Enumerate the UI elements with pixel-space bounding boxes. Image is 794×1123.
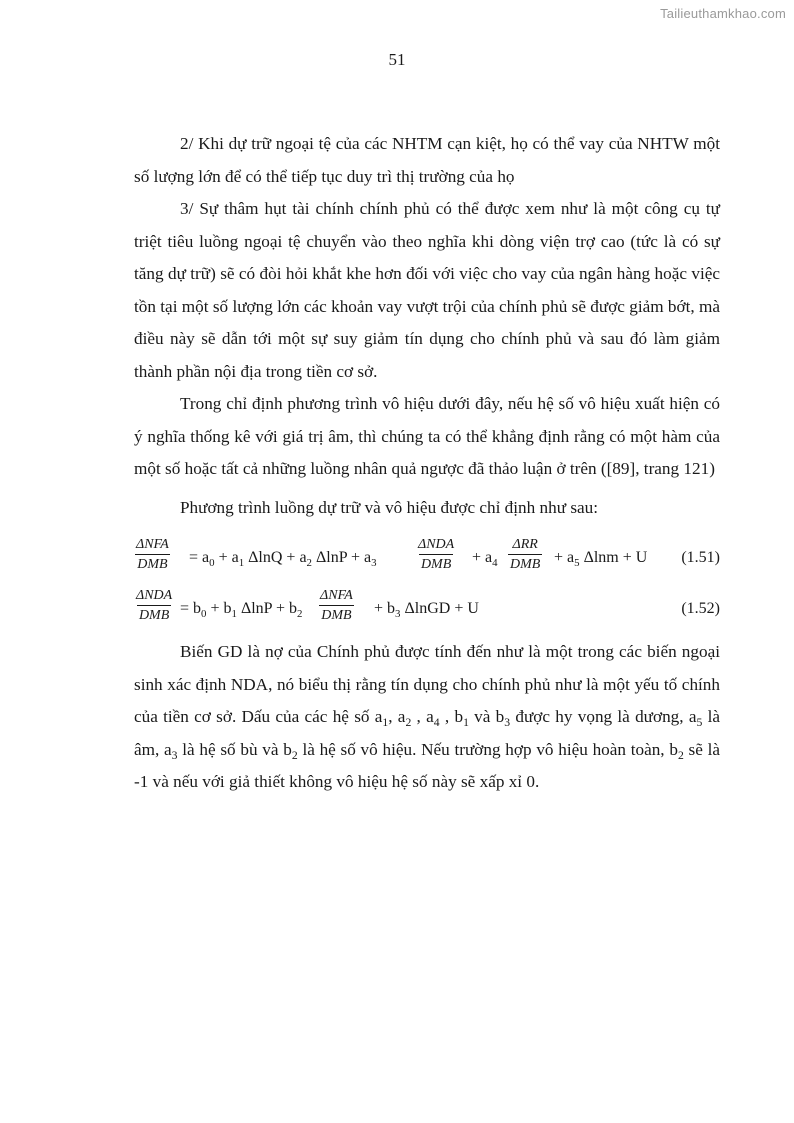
eq1-sub: 4 (492, 556, 498, 569)
eq1-terms-c (554, 549, 647, 567)
paragraph-1: 2/ Khi dự trữ ngoại tệ của các NHTM cạn kiệt, họ có thể vay của NHTW một số lượng lớn để có thể tiếp tục duy trì thị trường của họ (134, 134, 720, 186)
body-text-bottom (134, 636, 720, 799)
eq2-sub: 0 (201, 607, 207, 620)
pb-sub: 2 (677, 748, 684, 762)
eq2-lhs-denominator: DMB (137, 605, 171, 625)
equations-intro-block (134, 492, 720, 525)
body-text-top (134, 128, 720, 486)
equations-intro: Phương trình luồng dự trữ và vô hiệu được chỉ định như sau: (180, 498, 599, 517)
eq2-lhs-numerator: ΔNDA (136, 588, 173, 603)
eq1-rr-fraction (508, 535, 542, 574)
pb-text: và b (468, 707, 505, 726)
eq1-text: + a (554, 549, 575, 566)
eq1-number: (1.51) (681, 549, 720, 566)
eq2-terms-a (180, 600, 302, 618)
watermark: Tailieuthamkhao.com (660, 6, 786, 21)
paragraph-2: 3/ Sự thâm hụt tài chính chính phủ có thể được xem như là một công cụ tự triệt tiêu luồng ngoại tệ chuyển vào theo nghĩa khi dòng viện trợ cao (tức là có sự tăng dự trữ) sẽ có đòi hỏi khắt khe hơn đối với việc cho vay của ngân hàng hoặc việc tồn tại một số lượng lớn các khoản vay vượt trội của chính phủ sẽ được giảm bớt, mà điều này sẽ dẫn tới một sự suy giảm tín dụng cho chính phủ và sau đó làm giảm thành phần nội địa trong tiền cơ sở. (134, 199, 720, 381)
eq1-rr-numerator: ΔRR (512, 537, 538, 552)
eq2-sub: 3 (395, 607, 401, 620)
eq2-text: ΔlnP + b (236, 600, 297, 617)
eq1-lhs-denominator: DMB (135, 554, 169, 574)
eq1-sub: 0 (209, 556, 215, 569)
eq2-number: (1.52) (681, 600, 720, 617)
eq1-sub: 2 (306, 556, 312, 569)
eq2-text: ΔlnGD + U (400, 600, 479, 617)
eq1-nda-numerator: ΔNDA (418, 537, 455, 552)
eq2-text: + b (374, 600, 396, 617)
pb-sub: 1 (382, 716, 389, 730)
eq2-terms-b (374, 600, 479, 618)
eq2-nfa-fraction (318, 586, 355, 625)
pb-text: Biến GD là nợ của Chính phủ được tính đến như là một trong các biến ngoại sinh xác định NDA, nó biểu thị rằng tín dụng cho chính phủ như là một yếu tố chính của tiền cơ sở. Dấu của các hệ số a (134, 642, 720, 726)
eq1-lhs-fraction (134, 535, 171, 574)
eq1-nda-fraction (416, 535, 456, 574)
eq1-terms-a (189, 549, 377, 567)
eq2-sub: 2 (297, 607, 303, 620)
pb-text: , b (439, 707, 464, 726)
pb-text: , a (388, 707, 406, 726)
pb-sub: 2 (291, 748, 298, 762)
eq1-rr-denominator: DMB (508, 554, 542, 574)
pb-sub: 2 (405, 716, 412, 730)
eq2-text: = b (180, 600, 202, 617)
eq2-lhs-fraction (134, 586, 174, 625)
eq2-text: + b (206, 600, 232, 617)
equation-1-52 (134, 586, 724, 636)
eq1-text: = a (189, 549, 210, 566)
eq2-nfa-denominator: DMB (319, 605, 353, 625)
pb-sub: 3 (171, 748, 178, 762)
pb-text: , a (411, 707, 434, 726)
eq1-sub: 5 (574, 556, 580, 569)
page-number: 51 (388, 50, 406, 69)
pb-sub: 4 (433, 716, 440, 730)
eq1-text: + a (472, 549, 493, 566)
eq1-text: Δlnm + U (579, 549, 648, 566)
eq1-sub: 1 (238, 556, 245, 569)
eq1-lhs-numerator: ΔNFA (136, 537, 169, 552)
pb-text: là hệ số bù và b (177, 739, 292, 759)
eq1-nda-denominator: DMB (419, 554, 453, 574)
pb-text: là hệ số vô hiệu. Nếu trường hợp vô hiệu hoàn toàn, b (297, 739, 678, 759)
eq2-sub: 1 (231, 607, 237, 620)
pb-sub: 1 (463, 716, 469, 730)
eq1-terms-b (472, 549, 498, 567)
eq2-nfa-numerator: ΔNFA (320, 588, 353, 603)
eq1-text: ΔlnP + a (311, 549, 372, 566)
pb-text: sẽ là -1 và nếu với giả thiết không vô hiệu hệ số này sẽ xấp xỉ 0. (134, 739, 720, 791)
eq1-sub: 3 (371, 556, 377, 569)
paragraph-gd (134, 636, 720, 799)
pb-sub: 5 (696, 716, 703, 730)
pb-text: là âm, a (134, 707, 721, 759)
eq1-text: ΔlnQ + a (244, 549, 307, 566)
eq1-text: + a (214, 549, 239, 566)
pb-sub: 3 (504, 716, 511, 730)
paragraph-3: Trong chỉ định phương trình vô hiệu dưới đây, nếu hệ số vô hiệu xuất hiện có ý nghĩa thống kê với giá trị âm, thì chúng ta có thể khẳng định rằng có một hàm của một số hoặc tất cả những luồng nhân quả ngược đã thảo luận ở trên ([89], trang 121) (134, 394, 720, 478)
pb-text: được hy vọng là dương, a (510, 707, 697, 726)
equation-1-51 (134, 535, 724, 585)
